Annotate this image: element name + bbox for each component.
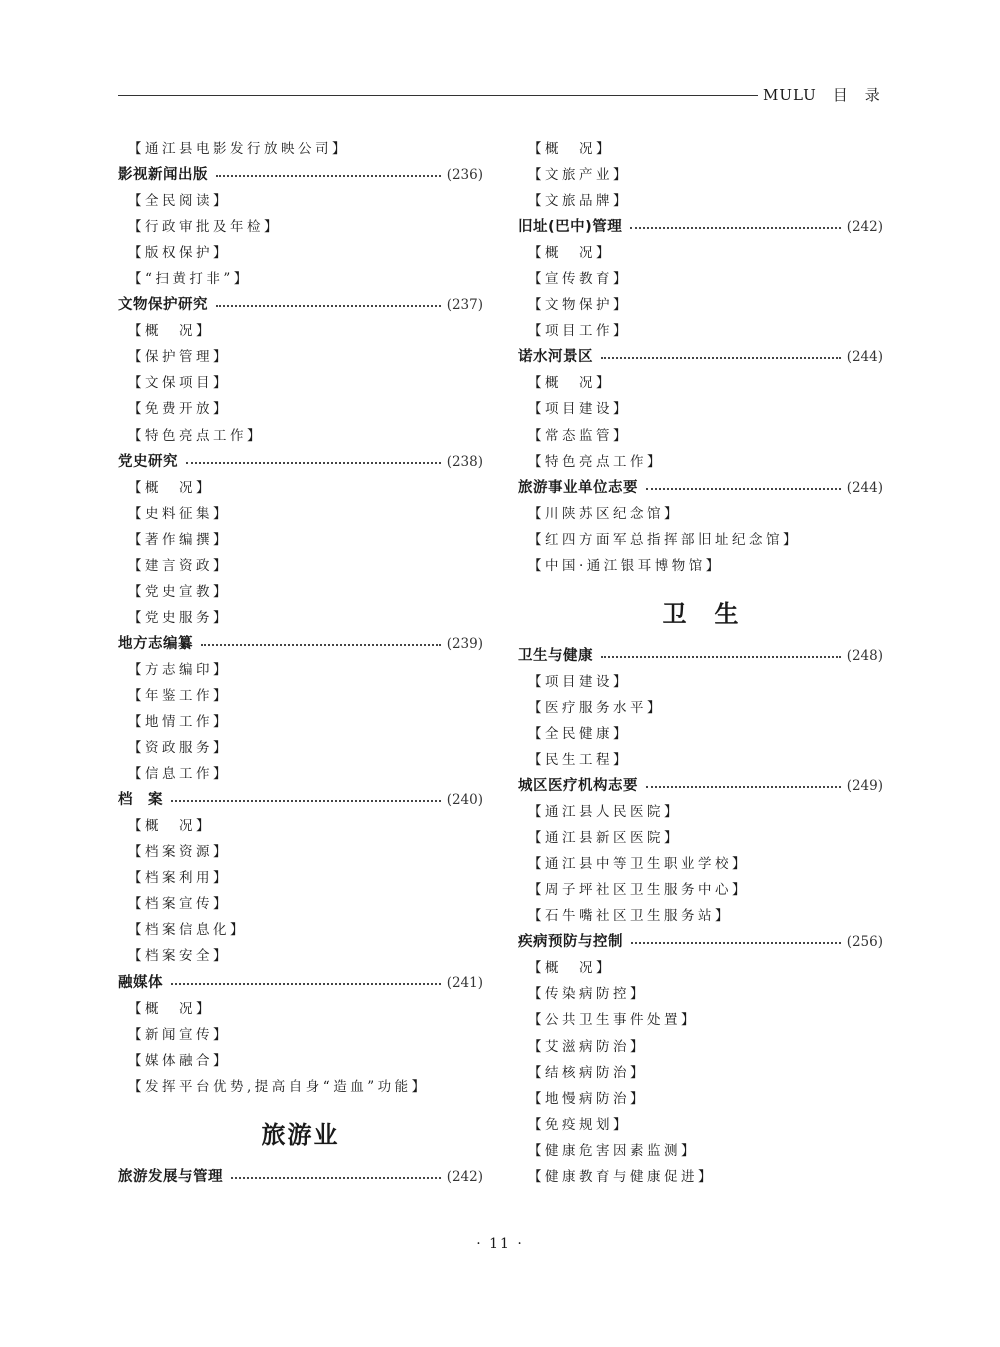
toc-subentry[interactable]: 【文保项目】 [128,375,230,392]
dot-leader [216,175,441,177]
section-title: 疾病预防与控制 [518,934,623,951]
section-page-number: (244) [846,349,883,366]
toc-section-entry[interactable] [118,449,483,475]
section-page-number: (242) [846,219,883,236]
toc-subentry[interactable]: 【著作编撰】 [128,531,230,548]
toc-subentry[interactable]: 【通江县中等卫生职业学校】 [528,856,749,873]
toc-subentry[interactable]: 【通江县新区医院】 [528,830,681,847]
dot-leader [601,656,841,658]
toc-subentry[interactable]: 【资政服务】 [128,740,230,757]
category-heading: 卫生 [662,599,767,628]
toc-subentry[interactable]: 【川陕苏区纪念馆】 [528,505,681,522]
page-number: · 11 · [476,1236,524,1252]
section-title: 卫生与健康 [518,647,593,664]
toc-subentry[interactable]: 【结核病防治】 [528,1064,647,1081]
toc-subentry[interactable]: 【通江县人民医院】 [528,804,681,821]
toc-section-entry[interactable] [118,292,483,318]
running-title: MULU 目 录 [763,86,881,104]
dot-leader [601,357,841,359]
toc-subentry[interactable]: 【文物保护】 [528,297,630,314]
dot-leader [231,1177,441,1179]
toc-subentry[interactable]: 【保护管理】 [128,349,230,366]
dot-leader [646,786,841,788]
toc-subentry[interactable]: 【项目建设】 [528,673,630,690]
toc-subentry[interactable]: 【石牛嘴社区卫生服务站】 [528,908,732,925]
toc-subentry[interactable]: 【史料征集】 [128,505,230,522]
toc-subentry[interactable]: 【年鉴工作】 [128,687,230,704]
toc-subentry[interactable]: 【通江县电影发行放映公司】 [128,141,349,157]
toc-subentry[interactable]: 【建言资政】 [128,557,230,574]
toc-subentry[interactable]: 【概 况】 [528,960,613,977]
toc-subentry[interactable]: 【文旅品牌】 [528,193,630,210]
dot-leader [630,227,840,229]
section-page-number: (239) [446,635,483,652]
toc-subentry[interactable]: 【项目工作】 [528,323,630,340]
section-page-number: (237) [446,297,483,314]
toc-section-entry[interactable] [518,929,883,955]
toc-subentry[interactable]: 【特色亮点工作】 [128,427,264,444]
section-page-number: (240) [446,792,483,809]
toc-subentry[interactable]: 【地情工作】 [128,714,230,731]
section-page-number: (238) [446,453,483,470]
toc-right-column [518,136,883,1190]
section-page-number: (248) [846,647,883,664]
section-title: 旅游事业单位志要 [518,479,638,496]
dot-leader [186,462,441,464]
toc-section-entry[interactable] [518,773,883,799]
section-page-number: (241) [446,974,483,991]
toc-subentry[interactable]: 【概 况】 [128,1000,213,1017]
toc-subentry[interactable]: 【免费开放】 [128,401,230,418]
toc-subentry[interactable]: 【行政审批及年检】 [128,219,281,236]
toc-section-entry[interactable] [118,787,483,813]
section-page-number: (242) [446,1168,483,1185]
toc-subentry[interactable]: 【党史宣教】 [128,583,230,600]
toc-subentry[interactable]: 【概 况】 [528,375,613,392]
section-title: 档 案 [118,792,163,809]
dot-leader [216,305,441,307]
toc-subentry[interactable]: 【“扫黄打非”】 [128,271,251,288]
toc-subentry[interactable]: 【红四方面军总指挥部旧址纪念馆】 [528,531,800,548]
toc-subentry[interactable]: 【艾滋病防治】 [528,1038,647,1055]
section-page-number: (244) [846,479,883,496]
header-rule [118,95,758,96]
toc-section-entry[interactable] [118,631,483,657]
toc-subentry[interactable]: 【传染病防控】 [528,986,647,1003]
section-page-number: (249) [846,778,883,795]
dot-leader [646,488,841,490]
dot-leader [171,800,441,802]
toc-subentry[interactable]: 【项目建设】 [528,401,630,418]
toc-subentry[interactable]: 【概 况】 [528,141,613,157]
toc-subentry[interactable]: 【全民健康】 [528,725,630,742]
toc-subentry[interactable]: 【全民阅读】 [128,193,230,210]
toc-subentry[interactable]: 【常态监管】 [528,427,630,444]
toc-subentry[interactable]: 【特色亮点工作】 [528,453,664,470]
toc-subentry[interactable]: 【中国·通江银耳博物馆】 [528,557,723,574]
section-page-number: (236) [446,167,483,184]
section-title: 影视新闻出版 [118,167,208,184]
toc-subentry[interactable]: 【概 况】 [528,245,613,262]
toc-subentry[interactable]: 【医疗服务水平】 [528,699,664,716]
section-page-number: (256) [846,934,883,951]
section-title: 诺水河景区 [518,349,593,366]
toc-section-entry[interactable] [118,1164,483,1190]
toc-subentry[interactable]: 【档案资源】 [128,844,230,861]
toc-subentry[interactable]: 【民生工程】 [528,751,630,768]
toc-subentry[interactable]: 【档案安全】 [128,948,230,965]
toc-subentry[interactable]: 【新闻宣传】 [128,1026,230,1043]
toc-section-entry[interactable] [518,643,883,669]
section-title: 地方志编纂 [118,635,193,652]
section-title: 城区医疗机构志要 [518,778,638,795]
toc-subentry[interactable]: 【文旅产业】 [528,167,630,184]
toc-subentry[interactable]: 【周子坪社区卫生服务中心】 [528,882,749,899]
toc-subentry[interactable]: 【健康危害因素监测】 [528,1142,698,1159]
toc-subentry[interactable]: 【党史服务】 [128,609,230,626]
section-title: 融媒体 [118,974,163,991]
toc-subentry[interactable]: 【地慢病防治】 [528,1090,647,1107]
toc-section-entry[interactable] [118,970,483,996]
toc-section-entry[interactable] [518,344,883,370]
toc-subentry[interactable]: 【信息工作】 [128,766,230,783]
toc-subentry[interactable]: 【档案利用】 [128,870,230,887]
category-heading: 旅游业 [261,1120,340,1149]
toc-subentry[interactable]: 【免疫规划】 [528,1116,630,1133]
toc-subentry[interactable]: 【档案宣传】 [128,896,230,913]
toc-subentry[interactable]: 【媒体融合】 [128,1052,230,1069]
toc-left-column [118,136,483,1190]
section-title: 党史研究 [118,453,178,470]
toc-subentry[interactable]: 【概 况】 [128,818,213,835]
toc-subentry[interactable]: 【概 况】 [128,323,213,340]
toc-subentry[interactable]: 【宣传教育】 [528,271,630,288]
toc-subentry[interactable]: 【公共卫生事件处置】 [528,1012,698,1029]
toc-section-entry[interactable] [518,475,883,501]
section-title: 旧址(巴中)管理 [518,219,623,236]
section-title: 文物保护研究 [118,297,208,314]
toc-section-entry[interactable] [118,162,483,188]
toc-subentry[interactable]: 【方志编印】 [128,661,230,678]
dot-leader [171,983,441,985]
toc-subentry[interactable]: 【版权保护】 [128,245,230,262]
toc-subentry[interactable]: 【健康教育与健康促进】 [528,1168,715,1185]
toc-subentry[interactable]: 【发挥平台优势,提高自身“造血”功能】 [128,1078,429,1095]
dot-leader [201,644,441,646]
toc-subentry[interactable]: 【概 况】 [128,479,213,496]
section-title: 旅游发展与管理 [118,1168,223,1185]
toc-subentry[interactable]: 【档案信息化】 [128,922,247,939]
dot-leader [631,942,841,944]
toc-section-entry[interactable] [518,214,883,240]
